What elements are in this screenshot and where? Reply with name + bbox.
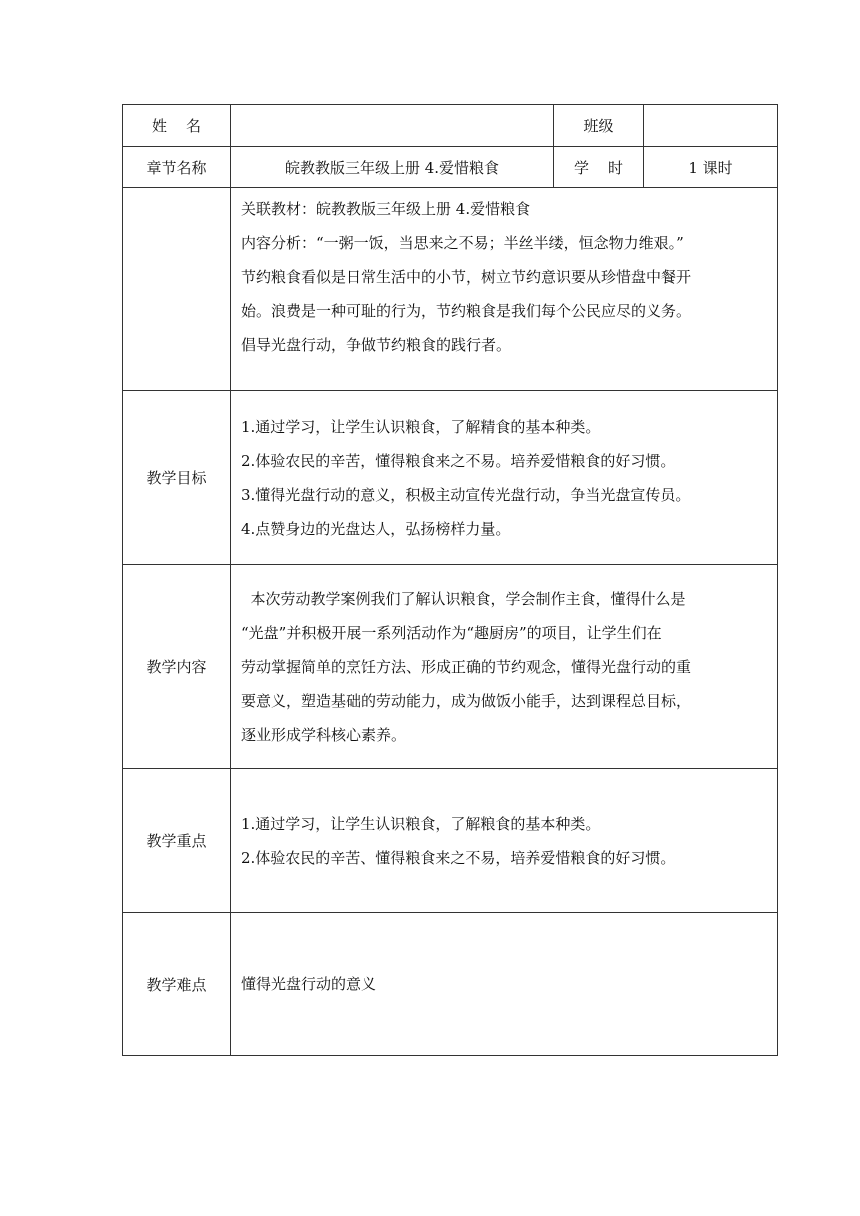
content-line: 本次劳动教学案例我们了解认识粮食，学会制作主食，懂得什么是 [241, 589, 686, 608]
key-points-row [123, 769, 778, 913]
key-points-cell [231, 769, 778, 913]
objective-item: 4.点赞身边的光盘达人，弘扬榜样力量。 [241, 519, 511, 538]
content-line: 逐业形成学科核心素养。 [241, 725, 407, 744]
chapter-row [123, 147, 778, 188]
content-line: 要意义，塑造基础的劳动能力，成为做饭小能手，达到课程总目标， [241, 691, 692, 710]
chapter-value: 皖教教版三年级上册 4.爱惜粮食 [231, 147, 554, 188]
key-points-label: 教学重点 [123, 769, 231, 913]
name-label: 姓 名 [123, 105, 231, 147]
content-line: “光盘”并积极开展一系列活动作为“趣厨房”的项目，让学生们在 [241, 623, 662, 642]
name-class-row [123, 105, 778, 147]
hours-value: 1 课时 [644, 147, 778, 188]
name-field[interactable] [231, 105, 554, 147]
objective-item: 3.懂得光盘行动的意义，积极主动宣传光盘行动，争当光盘宣传员。 [241, 485, 691, 504]
lesson-plan-table [122, 104, 778, 1056]
hours-label: 学 时 [554, 147, 644, 188]
chapter-label: 章节名称 [123, 147, 231, 188]
analysis-cell [231, 188, 778, 391]
difficulties-cell [231, 913, 778, 1056]
class-field[interactable] [644, 105, 778, 147]
objective-item: 1.通过学习，让学生认识粮食，了解精食的基本种类。 [241, 417, 601, 436]
key-point-item: 2.体验农民的辛苦、懂得粮食来之不易，培养爱惜粮食的好习惯。 [241, 848, 676, 867]
difficulty-text: 懂得光盘行动的意义 [241, 975, 377, 993]
difficulties-row [123, 913, 778, 1056]
analysis-line: 始。浪费是一种可耻的行为，节约粮食是我们每个公民应尽的义务。 [241, 302, 692, 320]
content-label: 教学内容 [123, 565, 231, 769]
objectives-cell [231, 391, 778, 565]
objective-item: 2.体验农民的辛苦，懂得粮食来之不易。培养爱惜粮食的好习惯。 [241, 451, 676, 470]
analysis-line: 关联教材：皖教教版三年级上册 4.爱惜粮食 [241, 200, 531, 218]
content-cell [231, 565, 778, 769]
objectives-label: 教学目标 [123, 391, 231, 565]
objectives-row [123, 391, 778, 565]
difficulties-label: 教学难点 [123, 913, 231, 1056]
class-label: 班级 [554, 105, 644, 147]
content-row [123, 565, 778, 769]
analysis-line: 节约粮食看似是日常生活中的小节，树立节约意识要从珍惜盘中餐开 [241, 268, 692, 286]
analysis-row [123, 188, 778, 391]
analysis-line: 倡导光盘行动，争做节约粮食的践行者。 [241, 336, 512, 354]
analysis-line: 内容分析：“一粥一饭，当思来之不易；半丝半缕，恒念物力维艰。” [241, 234, 684, 252]
content-line: 劳动掌握简单的烹饪方法、形成正确的节约观念，懂得光盘行动的重 [241, 657, 692, 676]
analysis-label [123, 188, 231, 391]
key-point-item: 1.通过学习，让学生认识粮食，了解粮食的基本种类。 [241, 814, 601, 833]
